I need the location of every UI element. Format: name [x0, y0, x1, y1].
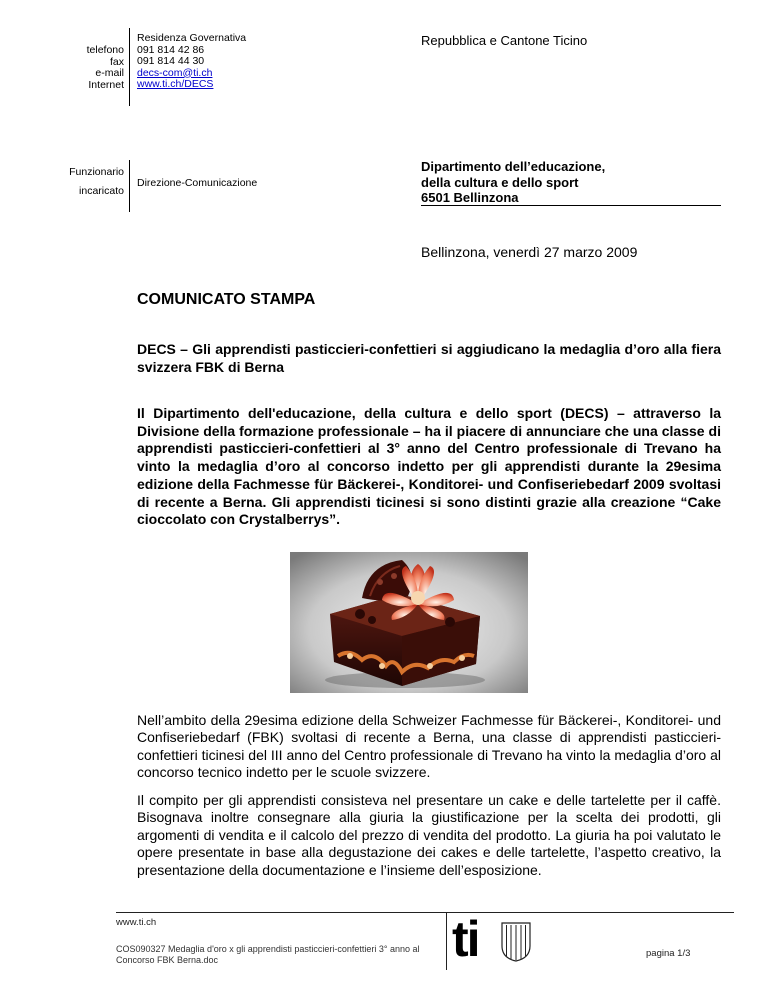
cake-photo [290, 552, 528, 693]
fax-number: 091 814 44 30 [137, 55, 205, 67]
contact-values [137, 33, 246, 91]
body-paragraph-1: Nell’ambito della 29esima edizione della Schweizer Fachmesse für Bäckerei-, Konditorei- und Confiseriebedarf (FBK) svoltasi di recente a Berna, una classe di apprendisti pasticcieri-confettieri ticinesi del III anno del Centro professionale di Trevano ha vinto la medaglia d’oro al concorso tecnico indetto per le scuole svizzere. [137, 712, 721, 781]
website-link[interactable]: www.ti.ch/DECS [137, 78, 214, 90]
official-value: Direzione-Comunicazione [137, 177, 258, 189]
lead-paragraph: Il Dipartimento dell'educazione, della cultura e dello sport (DECS) – attraverso la Divisione della formazione professionale – ha il piacere di annunciare che una classe di apprendisti pasticcieri-confettieri al 3° anno del Centro professionale di Trevano ha vinto la medaglia d’oro al concorso indetto per gli apprendisti durante la 29esima edizione della Fachmesse für Bäckerei-, Konditorei- und Confiseriebedarf 2009 svoltasi di recente a Berna. Gli apprendisti ticinesi si sono distinti grazie alla creazione “Cake cioccolato con Crystalberrys”. [137, 405, 721, 528]
department-address: Dipartimento dell’educazione, della cultura e dello sport 6501 Bellinzona [421, 159, 606, 205]
footer-filename: COS090327 Medaglia d'oro x gli apprendisti pasticcieri-confettieri 3° anno al Concorso FBK Berna.doc [116, 944, 420, 965]
footer-website[interactable]: www.ti.ch [116, 917, 157, 928]
ti-logo: ti [452, 911, 479, 967]
phone-number: 091 814 42 86 [137, 43, 205, 56]
label-fax: fax [109, 55, 124, 68]
label-internet: Internet [88, 78, 124, 91]
header-rule-bottom [129, 160, 130, 212]
header-rule-top [129, 28, 130, 106]
page-title: COMUNICATO STAMPA [137, 291, 316, 308]
contact-labels [87, 45, 124, 91]
cake-illustration [290, 552, 528, 693]
footer-divider [446, 912, 447, 970]
date-line: Bellinzona, venerdì 27 marzo 2009 [421, 244, 638, 260]
subtitle: DECS – Gli apprendisti pasticcieri-confettieri si aggiudicano la medaglia d’oro alla fiera svizzera FBK di Berna [137, 341, 721, 375]
label-phone: telefono [86, 44, 124, 56]
canton-shield-icon [501, 922, 531, 967]
label-email: e-mail [95, 67, 124, 79]
republic-title: Repubblica e Cantone Ticino [421, 33, 588, 48]
footer-rule [116, 912, 734, 913]
page-number: pagina 1/3 [646, 948, 691, 959]
department-underline [421, 205, 721, 206]
office-name: Residenza Governativa [137, 32, 247, 44]
body-paragraph-2: Il compito per gli apprendisti consisteva nel presentare un cake e delle tartelette per il caffè. Bisognava inoltre consegnare alla giuria la giustificazione per la scelta dei prodotti, gli argomenti di vendita e il calcolo del prezzo di vendita del prodotto. La giuria ha poi valutato le opere presentate in base alla degustazione dei cakes e delle tartelette, l’aspetto creativo, la presentazione della documentazione e l’insieme dell’esposizione. [137, 792, 721, 878]
email-link[interactable]: decs-com@ti.ch [137, 66, 213, 79]
official-label: Funzionario incaricato [69, 166, 124, 197]
